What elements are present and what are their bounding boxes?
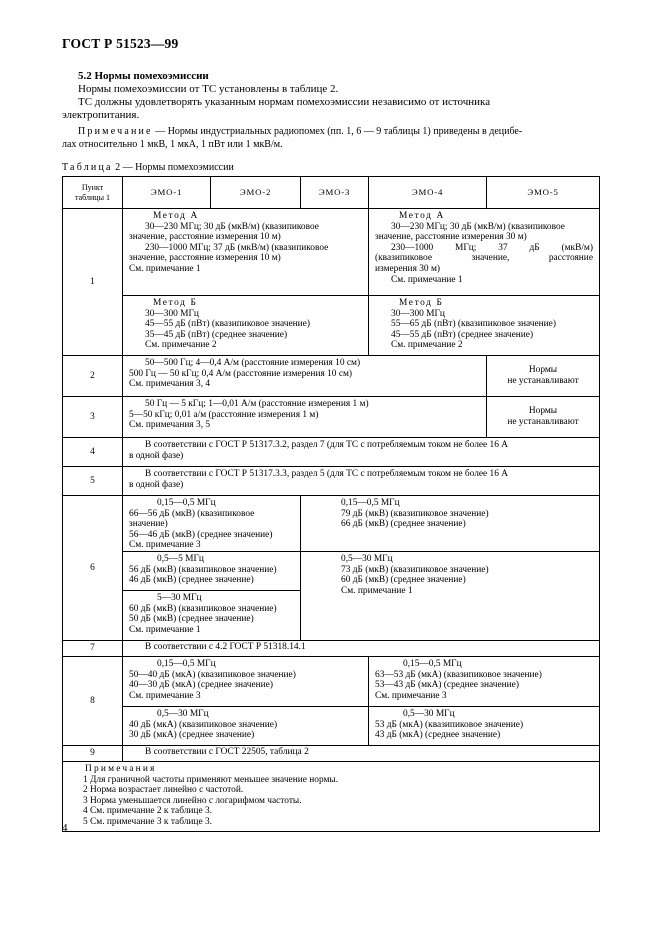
cell-line: Нормы	[528, 406, 558, 417]
cell-line: 5—30 МГц	[157, 592, 202, 603]
header-emo2: ЭМО-2	[211, 177, 301, 209]
cell-line: 60 дБ (мкВ) (среднее значение)	[341, 575, 466, 586]
notes-title: Примечания	[85, 763, 157, 774]
cell-r9-text	[123, 745, 600, 761]
table-notes-row	[63, 761, 600, 831]
cell-line: 0,5—30 МГц	[341, 553, 393, 564]
cell-line: 30—230 МГц; 30 дБ (мкВ/м) (квазипиковое	[145, 221, 319, 232]
cell-line: 50 Гц — 5 кГц; 1—0,01 А/м (расстояние измерения 1 м)	[145, 399, 369, 409]
cell-line: См. примечание 2	[391, 340, 463, 351]
table-caption-word: Таблица	[62, 162, 113, 173]
note-label: Примечание	[78, 126, 153, 137]
cell-line: В соответствии с ГОСТ Р 51317.3.3, раздел 5 (для ТС с потребляемым током не более 16 А	[145, 469, 509, 479]
cell-r4-text	[123, 438, 600, 467]
cell-line: См. примечание 1	[129, 624, 201, 635]
table-row	[63, 356, 600, 397]
document-header: ГОСТ Р 51523—99	[62, 36, 179, 51]
section-title: 5.2 Нормы помехоэмиссии	[78, 70, 209, 82]
cell-line: 30—230 МГц; 30 дБ (мкВ/м) (квазипиковое	[391, 221, 565, 232]
cell-line: 50—40 дБ (мкА) (квазипиковое значение)	[129, 669, 296, 680]
cell-line: 30—300 МГц	[391, 308, 445, 319]
cell-r2-text	[123, 356, 487, 397]
cell-line: в одной фазе)	[129, 479, 184, 490]
cell-line: 46 дБ (мкВ) (среднее значение)	[129, 575, 254, 586]
row-number: 4	[63, 438, 123, 467]
row-number: 8	[63, 656, 123, 745]
cell-line: 230—1000 МГц; 37 дБ (мкВ/м)	[391, 242, 593, 253]
cell-line: 53—43 дБ (мкА) (среднее значение)	[375, 680, 519, 691]
cell-line: не устанавливают	[507, 376, 579, 386]
cell-line: 230—1000 МГц; 37 дБ (мкВ/м) (квазипиковое	[145, 242, 329, 253]
cell-line: 0,15—0,5 МГц	[341, 498, 400, 508]
cell-line: См. примечание 3	[375, 690, 447, 701]
cell-line: См. примечание 1	[341, 585, 413, 596]
cell-line: 0,5—30 МГц	[403, 708, 455, 719]
cell-r1-method-a-right	[369, 209, 600, 296]
cell-line: 50—500 Гц; 4—0,4 А/м (расстояние измерения 10 см)	[145, 358, 361, 368]
cell-line: в одной фазе)	[129, 450, 184, 461]
cell-line: См. примечание 1	[129, 263, 201, 274]
row-number: 3	[63, 397, 123, 438]
table-row	[63, 296, 600, 356]
header-emo3: ЭМО-3	[301, 177, 369, 209]
cell-r3-no-limits	[487, 397, 600, 438]
cell-line: 30—300 МГц	[145, 308, 199, 319]
table-row	[63, 467, 600, 496]
cell-line: 50 дБ (мкВ) (среднее значение)	[129, 614, 254, 625]
cell-line: См. примечание 1	[391, 274, 463, 285]
table-row	[63, 745, 600, 761]
cell-r1-method-b-left	[123, 296, 369, 356]
cell-r2-no-limits	[487, 356, 600, 397]
cell-line: 43 дБ (мкА) (среднее значение)	[375, 730, 501, 741]
cell-line: 63—53 дБ (мкА) (квазипиковое значение)	[375, 669, 542, 680]
cell-line: 60 дБ (мкВ) (квазипиковое значение)	[129, 603, 277, 614]
table-caption	[62, 162, 234, 173]
cell-line: См. примечание 3	[129, 690, 201, 701]
cell-r1-method-a-left	[123, 209, 369, 296]
header-emo5: ЭМО-5	[487, 177, 600, 209]
cell-line: См. примечание 3	[129, 540, 201, 551]
cell-line: 79 дБ (мкВ) (квазипиковое значение)	[341, 508, 489, 519]
method-label: Метод Б	[399, 298, 444, 308]
cell-r6-right-2	[301, 551, 600, 640]
method-label: Метод А	[153, 211, 199, 221]
note-item: 3 Норма уменьшается линейно с логарифмом частоты.	[83, 795, 302, 806]
cell-line: 56 дБ (мкВ) (квазипиковое значение)	[129, 564, 277, 575]
header-emo1: ЭМО-1	[123, 177, 211, 209]
section-text-line: Нормы помехоэмиссии от ТС установлены в таблице 2.	[78, 83, 339, 95]
table-row	[63, 656, 600, 706]
cell-line: 45—55 дБ (пВт) (среднее значение)	[391, 329, 534, 340]
cell-line: измерения 30 м)	[375, 263, 440, 274]
cell-line: В соответствии с ГОСТ Р 51317.3.2, раздел 7 (для ТС с потребляемым током не более 16 А	[145, 440, 509, 450]
table-row	[63, 438, 600, 467]
cell-line: 30 дБ (мкА) (среднее значение)	[129, 730, 255, 741]
table-row	[63, 496, 600, 552]
cell-line: Нормы	[528, 365, 558, 376]
row-number: 1	[63, 209, 123, 356]
cell-line: значение, расстояние измерения 10 м)	[129, 253, 281, 264]
table-caption-rest: 2 — Нормы помехоэмиссии	[112, 162, 234, 173]
row-number: 7	[63, 640, 123, 656]
cell-line: 55—65 дБ (пВт) (квазипиковое значение)	[391, 319, 556, 330]
cell-line: 66—56 дБ (мкВ) (квазипиковое значение)	[129, 508, 255, 530]
cell-line: 56—46 дБ (мкВ) (среднее значение)	[129, 529, 273, 540]
cell-r3-text	[123, 397, 487, 438]
section-text-line: ТС должны удовлетворять указанным нормам помехоэмиссии независимо от источника	[78, 96, 491, 108]
cell-r5-text	[123, 467, 600, 496]
note-item: 2 Норма возрастает линейно с частотой.	[83, 785, 244, 796]
cell-line: значение, расстояние измерения 30 м)	[375, 232, 527, 243]
cell-line: не устанавливают	[507, 417, 579, 427]
header-emo4: ЭМО-4	[369, 177, 487, 209]
cell-line: 40 дБ (мкА) (квазипиковое значение)	[129, 719, 278, 730]
header-item: Пункт таблицы 1	[63, 177, 123, 209]
cell-r8-right-2	[369, 706, 600, 745]
section-note-cont: лах относительно 1 мкВ, 1 мкА, 1 пВт или 1 мкВ/м.	[62, 139, 283, 150]
cell-line: 53 дБ (мкА) (квазипиковое значение)	[375, 719, 524, 730]
cell-line: 73 дБ (мкВ) (квазипиковое значение)	[341, 564, 489, 575]
cell-line: 0,5—30 МГц	[157, 708, 209, 719]
cell-line: 35—45 дБ (пВт) (среднее значение)	[145, 329, 288, 340]
cell-line: В соответствии с ГОСТ 22505, таблица 2	[145, 746, 309, 757]
table-row	[63, 397, 600, 438]
method-label: Метод Б	[153, 298, 198, 308]
cell-line: значение, расстояние измерения 10 м)	[129, 232, 281, 243]
method-label: Метод А	[399, 211, 445, 221]
cell-line: См. примечание 2	[145, 340, 217, 351]
cell-line: 66 дБ (мкВ) (среднее значение)	[341, 519, 466, 530]
row-number: 2	[63, 356, 123, 397]
cell-r6-left-1	[123, 496, 301, 552]
cell-line: 500 Гц — 50 кГц; 0,4 А/м (расстояние измерения 10 см)	[129, 368, 353, 379]
cell-r8-left-2	[123, 706, 369, 745]
cell-line: См. примечания 3, 4	[129, 379, 211, 390]
page-number: 4	[62, 822, 68, 834]
cell-line: 40—30 дБ (мкА) (среднее значение)	[129, 680, 273, 691]
cell-line: См. примечания 3, 5	[129, 420, 211, 431]
cell-r1-method-b-right	[369, 296, 600, 356]
cell-line: 0,15—0,5 МГц	[403, 658, 462, 669]
row-number: 5	[63, 467, 123, 496]
note-item: 1 Для граничной частоты применяют меньшее значение нормы.	[83, 774, 339, 785]
row-number: 6	[63, 496, 123, 641]
table-row	[63, 209, 600, 296]
cell-line: 45—55 дБ (пВт) (квазипиковое значение)	[145, 319, 310, 330]
cell-line: (квазипиковое значение, расстояние	[375, 253, 593, 264]
table-row	[63, 551, 600, 590]
cell-r6-left-2	[123, 551, 301, 590]
cell-line: 0,15—0,5 МГц	[157, 658, 216, 669]
row-number: 9	[63, 745, 123, 761]
table-notes	[63, 761, 600, 831]
note-item: 5 См. примечание 3 к таблице 3.	[83, 816, 212, 827]
emission-limits-table	[62, 176, 600, 832]
cell-r6-right-1	[301, 496, 600, 552]
cell-r8-left-1	[123, 656, 369, 706]
table-row	[63, 640, 600, 656]
section-text-line: электропитания.	[62, 109, 140, 121]
cell-r8-right-1	[369, 656, 600, 706]
cell-line: В соответствии с 4.2 ГОСТ Р 51318.14.1	[145, 641, 306, 652]
cell-line: 0,5—5 МГц	[157, 553, 204, 564]
cell-line: 5—50 кГц; 0,01 а/м (расстояние измерения 1 м)	[129, 409, 319, 420]
cell-r7-text	[123, 640, 600, 656]
table-header-row	[63, 177, 600, 209]
section-note	[78, 126, 616, 139]
note-text: — Нормы индустриальных радиопомех (пп. 1, 6 — 9 таблицы 1) приведены в децибе-	[152, 126, 523, 137]
cell-line: 0,15—0,5 МГц	[157, 498, 216, 508]
table-row	[63, 706, 600, 745]
cell-r6-left-3	[123, 590, 301, 640]
note-item: 4 См. примечание 2 к таблице 3.	[83, 806, 212, 817]
